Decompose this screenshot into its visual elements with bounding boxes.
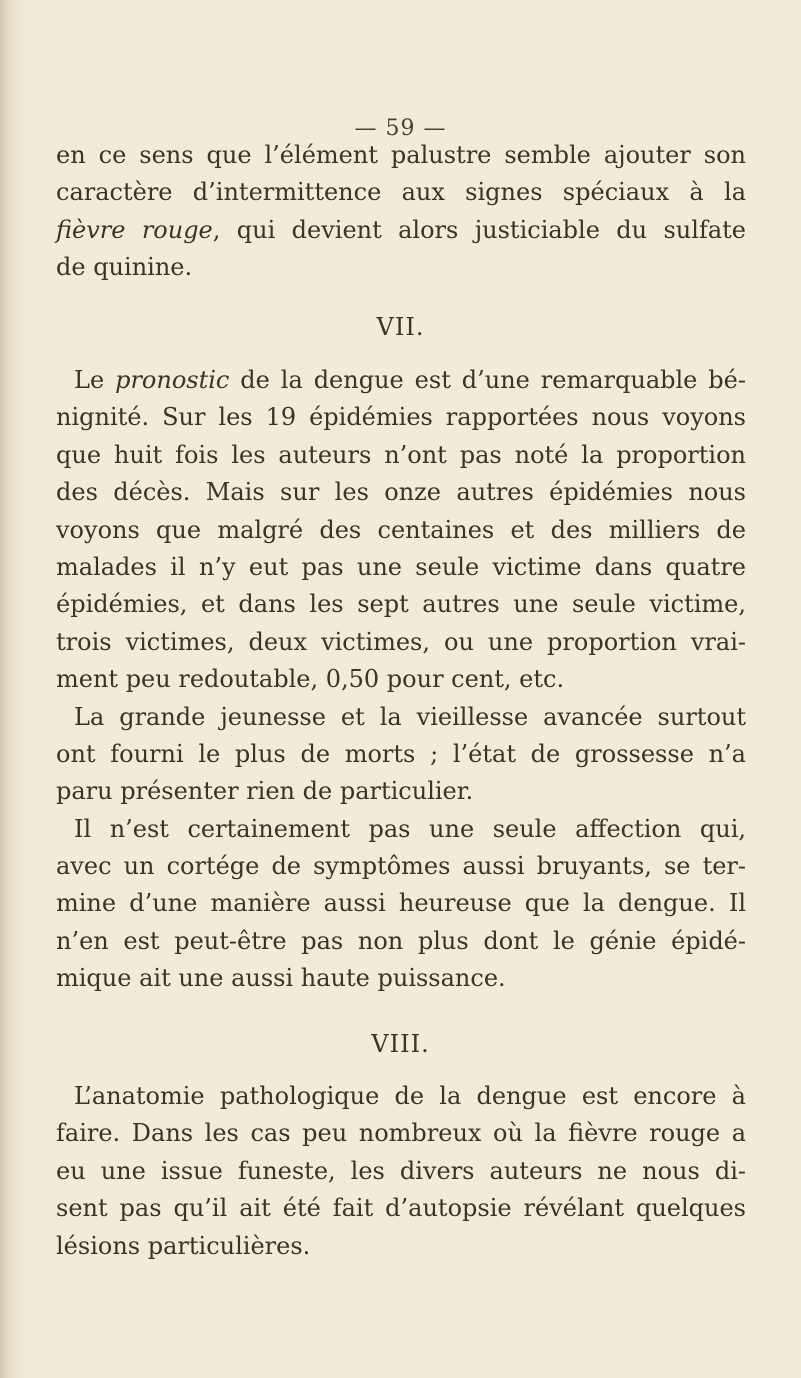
- text-line: [56, 212, 746, 249]
- text-line: mique ait une aussi haute puissance.: [56, 964, 506, 993]
- text-line: ment peu redoutable, 0,50 pour cent, etc.: [56, 665, 565, 694]
- text-line: que huit fois les auteurs n’ont pas noté la proportion: [56, 440, 746, 469]
- text-line: paru présenter rien de particulier.: [56, 777, 474, 806]
- text-line: en ce sens que l’élément palustre semble ajouter son: [56, 141, 746, 169]
- text-line: de quinine.: [56, 253, 193, 282]
- text-line: L’anatomie pathologique de la dengue est encore à: [74, 1082, 746, 1110]
- text-line: n’en est peut-être pas non plus dont le génie épidé-: [56, 926, 746, 955]
- section-viii-body: [56, 1078, 746, 1265]
- text-line: La grande jeunesse et la vieillesse avancée surtout: [74, 702, 746, 731]
- text-line: avec un cortége de symptômes aussi bruyants, se ter-: [56, 852, 746, 881]
- section-heading-vii: VII.: [376, 313, 425, 341]
- text-line: caractère d’intermittence aux signes spéciaux à la: [56, 178, 746, 207]
- text-line: épidémies, et dans les sept autres une seule victime,: [56, 590, 746, 619]
- paragraph-continuation: [56, 137, 746, 287]
- text-fragment: de la dengue est d’une remarquable bé-: [229, 366, 746, 394]
- text-line: eu une issue funeste, les divers auteurs ne nous di-: [56, 1156, 746, 1185]
- text-line: faire. Dans les cas peu nombreux où la fièvre rouge a: [56, 1119, 746, 1148]
- text-line: voyons que malgré des centaines et des milliers de: [56, 515, 746, 544]
- text-line: [56, 362, 746, 399]
- text-line: Il n’est certainement pas une seule affection qui,: [74, 814, 746, 843]
- section-heading-viii: VIII.: [371, 1030, 430, 1058]
- italic-term: fièvre rouge: [56, 215, 213, 244]
- text-line: trois victimes, deux victimes, ou une proportion vrai-: [56, 627, 746, 656]
- text-line: nignité. Sur les 19 épidémies rapportées nous voyons: [56, 403, 746, 432]
- text-line: lésions particulières.: [56, 1231, 311, 1260]
- text-fragment: , qui devient alors justiciable du sulfate: [212, 215, 746, 244]
- section-vii-body: [56, 362, 746, 998]
- text-fragment: Le: [74, 366, 116, 394]
- italic-term: pronostic: [115, 366, 230, 394]
- text-line: malades il n’y eut pas une seule victime dans quatre: [56, 552, 746, 581]
- text-line: des décès. Mais sur les onze autres épidémies nous: [56, 478, 746, 507]
- text-line: ont fourni le plus de morts ; l’état de grossesse n’a: [56, 739, 746, 768]
- text-line: mine d’une manière aussi heureuse que la dengue. Il: [56, 889, 746, 918]
- page-number: — 59 —: [354, 116, 447, 141]
- text-line: sent pas qu’il ait été fait d’autopsie révélant quelques: [56, 1194, 746, 1223]
